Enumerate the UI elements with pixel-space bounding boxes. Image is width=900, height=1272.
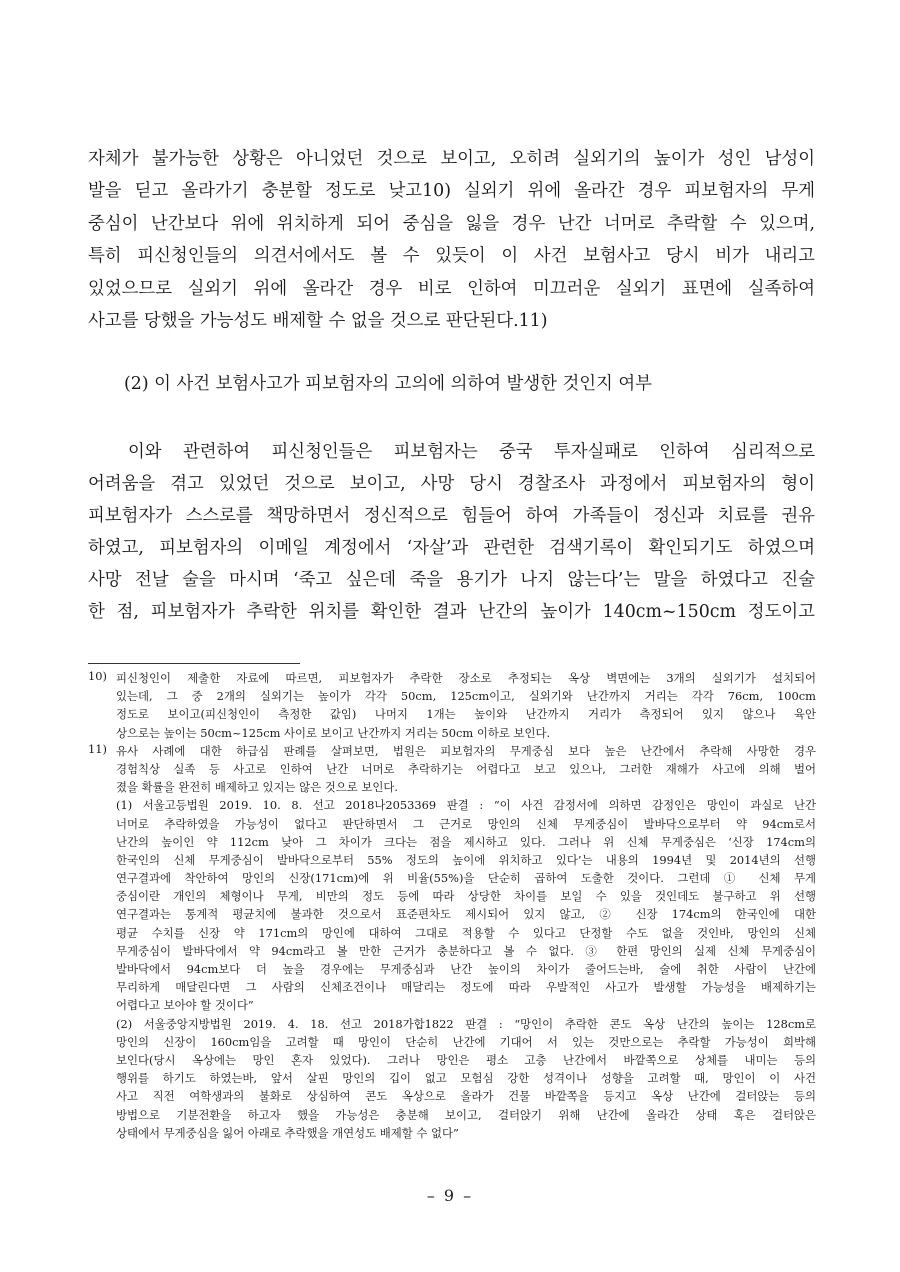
body-line: 하였고, 피보험자의 이메일 계정에서 ‘자살’과 관련한 검색기록이 확인되기도 하였으며 xyxy=(88,538,815,559)
footnote-line: 보인다(당시 옥상에는 망인 혼자 있었다). 그러나 망인은 평소 고층 난간에서 바깥쪽으로 상체를 내미는 등의 xyxy=(116,1052,816,1067)
footnote-line: 한국인의 신체 무게중심이 발바닥으로부터 55% 정도의 높이에 위치하고 있다’는 내용의 1994년 및 2014년의 선행 xyxy=(116,852,816,867)
body-line: 자체가 불가능한 상황은 아니었던 것으로 보이고, 오히려 실외기의 높이가 성인 남성이 xyxy=(88,149,815,169)
footnote-10 xyxy=(88,669,816,742)
body-line: 있었으므로 실외기 위에 올라간 경우 비로 인하여 미끄러운 실외기 표면에 실족하여 xyxy=(88,278,815,299)
page-number: – 9 – xyxy=(426,1186,474,1205)
footnote-line: 상으로는 높이는 50cm~125cm 사이로 보이고 난간까지 거리는 50cm 이하로 보인다. xyxy=(116,725,551,740)
footnote-line: 피신청인이 제출한 자료에 따르면, 피보험자가 추락한 장소로 추정되는 옥상 벽면에는 3개의 실외기가 설치되어 xyxy=(116,671,816,685)
footnote-line: 사고 직전 여학생과의 불화로 상심하여 콘도 옥상으로 올라가 건물 바깥쪽을 등지고 옥상 난간에 걸터앉는 등의 xyxy=(116,1089,816,1104)
body-paragraph-1 xyxy=(88,143,815,337)
section-subheading: (2) 이 사건 보험사고가 피보험자의 고의에 의하여 발생한 것인지 여부 xyxy=(124,374,652,394)
footnote-line: 유사 사례에 대한 하급심 판례를 살펴보면, 법원은 피보험자의 무게중심 보다 높은 난간에서 추락해 사망한 경우 xyxy=(116,743,816,758)
body-line: 어려움을 겪고 있었던 것으로 보이고, 사망 당시 경찰조사 과정에서 피보험자의 형이 xyxy=(88,474,815,495)
footnote-line: 무리하게 매달린다면 그 사람의 신체조건이나 매달리는 정도에 따라 우발적인 사고가 발생할 가능성을 배제하기는 xyxy=(116,980,816,995)
body-paragraph-2 xyxy=(88,436,815,629)
footnote-line: 졌을 확률을 완전히 배제하고 있지는 않은 것으로 보인다. xyxy=(116,780,399,795)
footnote-line: 행위를 하기도 하였는바, 앞서 살핀 망인의 깁이 없고 모험심 강한 성격이나 성향을 고려할 때, 망인이 이 사건 xyxy=(116,1071,816,1086)
body-line: 사망 전날 술을 마시며 ‘죽고 싶은데 죽을 용기가 나지 않는다’는 말을 하였다고 진술 xyxy=(88,570,815,591)
footnote-line: (2) 서울중앙지방법원 2019. 4. 18. 선고 2018가합1822 판결 : “망인이 추락한 콘도 옥상 난간의 높이는 128cm로 xyxy=(116,1016,816,1031)
footnote-line: (1) 서울고등법원 2019. 10. 8. 선고 2018나2053369 판결 : “이 사건 감정서에 의하면 감정인은 망인이 과실로 난간 xyxy=(116,798,816,813)
footnote-line: 난간의 높이인 약 112cm 낮아 그 차이가 크다는 점을 제시하고 있다. 그러나 위 신체 무게중심은 ‘신장 174cm의 xyxy=(116,834,816,849)
footnote-line: 방법으로 기분전환을 하고자 했을 가능성은 충분해 보이고, 걸터앉기 위해 난간에 올라간 상태 혹은 걸터앉은 xyxy=(116,1107,816,1122)
body-line: 발을 딛고 올라가기 충분할 정도로 낮고10) 실외기 위에 올라간 경우 피보험자의 무게 xyxy=(88,181,815,202)
footnote-11 xyxy=(88,742,816,1142)
footnote-line: 너머로 추락하였을 가능성이 없다고 판단하면서 그 근거로 망인의 신체 무게중심이 발바닥으로부터 약 94cm로서 xyxy=(116,816,816,831)
footnote-line: 상태에서 무게중심을 잃어 아래로 추락했을 개연성도 배제할 수 없다” xyxy=(116,1125,459,1140)
footnote-number: 10) xyxy=(88,669,107,683)
body-line: 한 점, 피보험자가 추락한 위치를 확인한 결과 난간의 높이가 140cm~150cm 정도이고 xyxy=(88,602,815,623)
body-line: 특히 피신청인들의 의견서에서도 볼 수 있듯이 이 사건 보험사고 당시 비가 내리고 xyxy=(88,246,815,267)
footnote-separator xyxy=(88,663,300,664)
body-line: 이와 관련하여 피신청인들은 피보험자는 중국 투자실패로 인하여 심리적으로 xyxy=(128,442,815,462)
footnote-line: 어렵다고 보아야 할 것이다” xyxy=(116,998,254,1013)
footnotes xyxy=(88,669,816,1142)
footnote-line: 연구결과에 착안하여 망인의 신장(171cm)에 위 비율(55%)을 단순히 곱하여 도출한 것이다. 그런데 ① 신체 무게 xyxy=(116,871,816,886)
footnote-number: 11) xyxy=(88,741,107,756)
body-line: 피보험자가 스스로를 책망하면서 정신적으로 힘들어 하여 가족들이 정신과 치료를 권유 xyxy=(88,506,815,527)
footnote-line: 정도로 보이고(피신청인이 측정한 값임) 나머지 1개는 높이와 난간까지 거리가 측정되어 있지 않으나 육안 xyxy=(116,707,816,722)
footnote-line: 평균 수치를 신장 약 171cm의 망인에 대하여 그대로 적용할 수 있다고 단정할 수도 없을 것인바, 망인의 신체 xyxy=(116,925,816,940)
footnote-line: 경험칙상 실족 등 사고로 인하여 난간 너머로 추락하기는 어렵다고 보고 있으나, 그러한 재해가 사고에 의해 벌어 xyxy=(116,761,816,776)
footnote-line: 연구결과는 통계적 평균치에 불과한 것으로서 표준편차도 제시되어 있지 않고, ② 신장 174cm의 한국인에 대한 xyxy=(116,907,816,922)
footnote-line: 발바닥에서 94cm보다 더 높을 경우에는 무게중심과 난간 높이의 차이가 줄어드는바, 술에 취한 사람이 난간에 xyxy=(116,962,816,976)
footnote-line: 무게중심이 발바닥에서 약 94cm라고 볼 만한 근거가 충분하다고 볼 수 없다. ③ 한편 망인의 실제 신체 무게중심이 xyxy=(116,943,816,958)
footnote-line: 있는데, 그 중 2개의 실외기는 높이가 각각 50cm, 125cm이고, 실외기와 난간까지 거리는 각각 76cm, 100cm xyxy=(116,689,816,704)
footnote-line: 중심이란 개인의 체형이나 무게, 비만의 정도 등에 따라 상당한 차이를 보일 수 있을 것인데도 불구하고 위 선행 xyxy=(116,889,816,904)
footnote-line: 망인의 신장이 160cm임을 고려할 때 망인이 단순히 난간에 기대어 서 있는 것만으로는 추락할 가능성이 희박해 xyxy=(116,1034,816,1049)
body-line: 사고를 당했을 가능성도 배제할 수 없을 것으로 판단된다.11) xyxy=(88,310,548,331)
body-line: 중심이 난간보다 위에 위치하게 되어 중심을 잃을 경우 난간 너머로 추락할 수 있으며, xyxy=(88,213,815,234)
